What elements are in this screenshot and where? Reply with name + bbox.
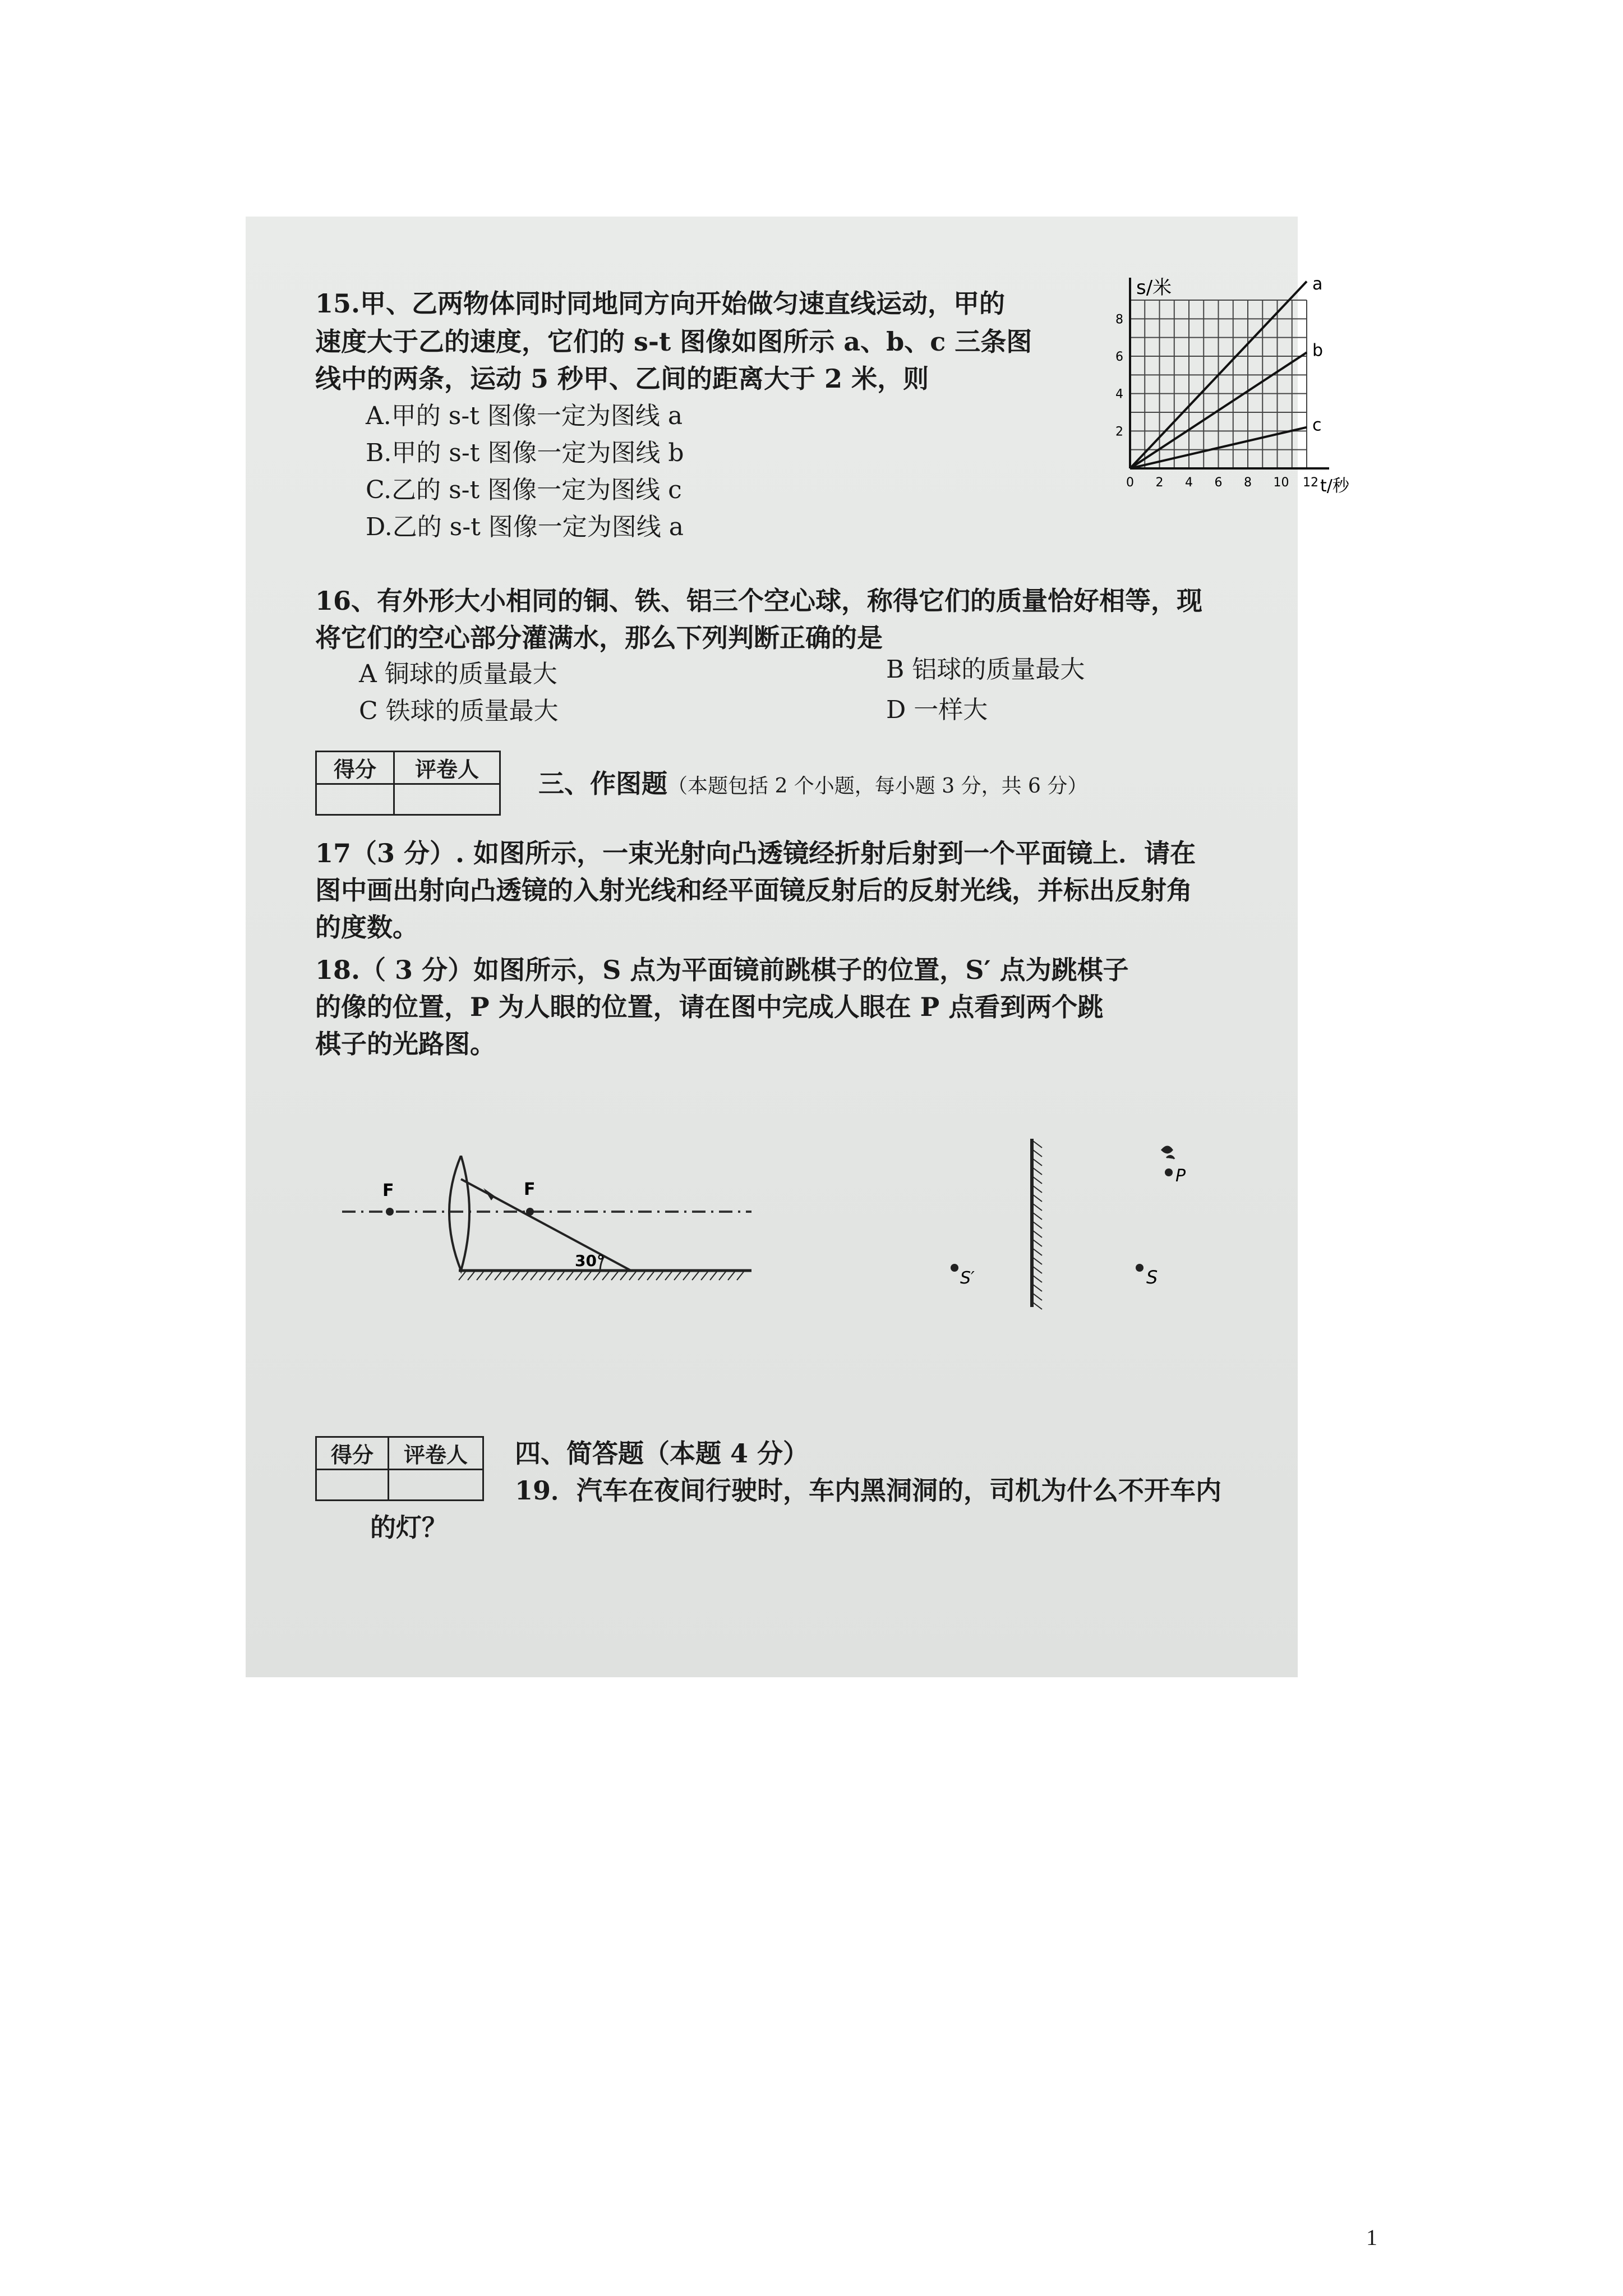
eye-icon (1162, 1147, 1174, 1159)
q16-stem-line2: 将它们的空心部分灌满水，那么下列判断正确的是 (315, 623, 883, 653)
q16-option-d: D 一样大 (886, 696, 988, 724)
page-number: 1 (1366, 2225, 1377, 2250)
q17-line3: 的度数。 (315, 912, 418, 942)
label-s: S (1146, 1267, 1158, 1288)
grader-cell[interactable] (394, 784, 500, 815)
grader-label: 评卷人 (389, 1437, 483, 1470)
score-box-section4 (315, 1436, 484, 1501)
section3-note: （本题包括 2 个小题，每小题 3 分，共 6 分） (667, 775, 1088, 798)
st-chart (1099, 275, 1374, 499)
x-tick-label: 10 (1273, 476, 1289, 490)
x-tick-label: 8 (1244, 476, 1252, 490)
q15-stem-line1: 15.甲、乙两物体同时同地同方向开始做匀速直线运动，甲的 (315, 288, 1006, 319)
focus-left-dot (386, 1208, 394, 1216)
y-tick-label: 6 (1115, 350, 1123, 364)
y-tick-label: 8 (1115, 312, 1123, 327)
point-p (1165, 1168, 1173, 1176)
q15-stem-line3: 线中的两条，运动 5 秒甲、乙间的距离大于 2 米，则 (315, 364, 929, 394)
x-tick-label: 0 (1126, 476, 1134, 490)
vertical-mirror-hatching (1033, 1141, 1042, 1309)
series-label-a: a (1312, 275, 1323, 294)
ray-arrow (483, 1188, 495, 1200)
mirror-hatching (459, 1272, 744, 1280)
grader-label: 评卷人 (394, 752, 500, 784)
convex-lens (449, 1156, 469, 1271)
lens-mirror-diagram (336, 1156, 763, 1301)
grader-cell[interactable] (389, 1470, 483, 1501)
focus-right-label: F (524, 1180, 536, 1199)
y-axis-label: s/米 (1136, 277, 1172, 299)
focus-left-label: F (382, 1181, 394, 1200)
q15-option-b: B.甲的 s-t 图像一定为图线 b (366, 439, 684, 467)
score-label: 得分 (316, 1437, 389, 1470)
score-label: 得分 (316, 752, 394, 784)
q19-line2: 的灯？ (370, 1512, 448, 1543)
x-tick-label: 2 (1155, 476, 1164, 490)
q15-stem-line2: 速度大于乙的速度，它们的 s-t 图像如图所示 a、b、c 三条图 (315, 326, 1032, 357)
label-p: P (1175, 1166, 1186, 1186)
x-tick-label: 12 (1303, 476, 1318, 490)
score-box-section3 (315, 751, 501, 816)
q16-option-b: B 铝球的质量最大 (886, 655, 1085, 684)
x-axis-label: t/秒 (1320, 476, 1349, 496)
q15-option-c: C.乙的 s-t 图像一定为图线 c (366, 476, 682, 504)
section3-title: 三、作图题 (538, 769, 667, 799)
q15-option-d: D.乙的 s-t 图像一定为图线 a (366, 513, 684, 541)
label-s-image: S′ (960, 1268, 975, 1288)
score-cell[interactable] (316, 784, 394, 815)
section4-title: 四、简答题（本题 4 分） (515, 1438, 809, 1469)
q17-line2: 图中画出射向凸透镜的入射光线和经平面镜反射后的反射光线，并标出反射角 (315, 875, 1192, 905)
x-tick-label: 4 (1185, 476, 1193, 490)
y-tick-label: 4 (1115, 387, 1123, 402)
q16-stem-line1: 16、有外形大小相同的铜、铁、铝三个空心球，称得它们的质量恰好相等，现 (315, 586, 1203, 616)
q16-option-c: C 铁球的质量最大 (359, 697, 559, 725)
point-s-image (951, 1264, 958, 1272)
series-label-b: b (1312, 341, 1324, 361)
q18-line1: 18.（ 3 分）如图所示，S 点为平面镜前跳棋子的位置，S′ 点为跳棋子 (315, 955, 1129, 985)
q18-line2: 的像的位置，P 为人眼的位置，请在图中完成人眼在 P 点看到两个跳 (315, 992, 1104, 1022)
section3-heading (538, 766, 1087, 804)
q15-option-a: A.甲的 s-t 图像一定为图线 a (366, 402, 683, 430)
q16-option-a: A 铜球的质量最大 (359, 660, 557, 688)
point-s (1136, 1264, 1144, 1272)
mirror-checker-diagram (931, 1133, 1223, 1318)
q17-line1: 17（3 分）. 如图所示，一束光射向凸透镜经折射后射到一个平面镜上．请在 (315, 838, 1196, 868)
angle-label: 30° (575, 1251, 605, 1270)
score-cell[interactable] (316, 1470, 389, 1501)
y-tick-label: 2 (1115, 425, 1123, 439)
x-tick-label: 6 (1214, 476, 1223, 490)
series-label-c: c (1312, 415, 1322, 435)
q18-line3: 棋子的光路图。 (315, 1029, 496, 1059)
q19-line1: 19．汽车在夜间行驶时，车内黑洞洞的，司机为什么不开车内 (515, 1475, 1222, 1506)
